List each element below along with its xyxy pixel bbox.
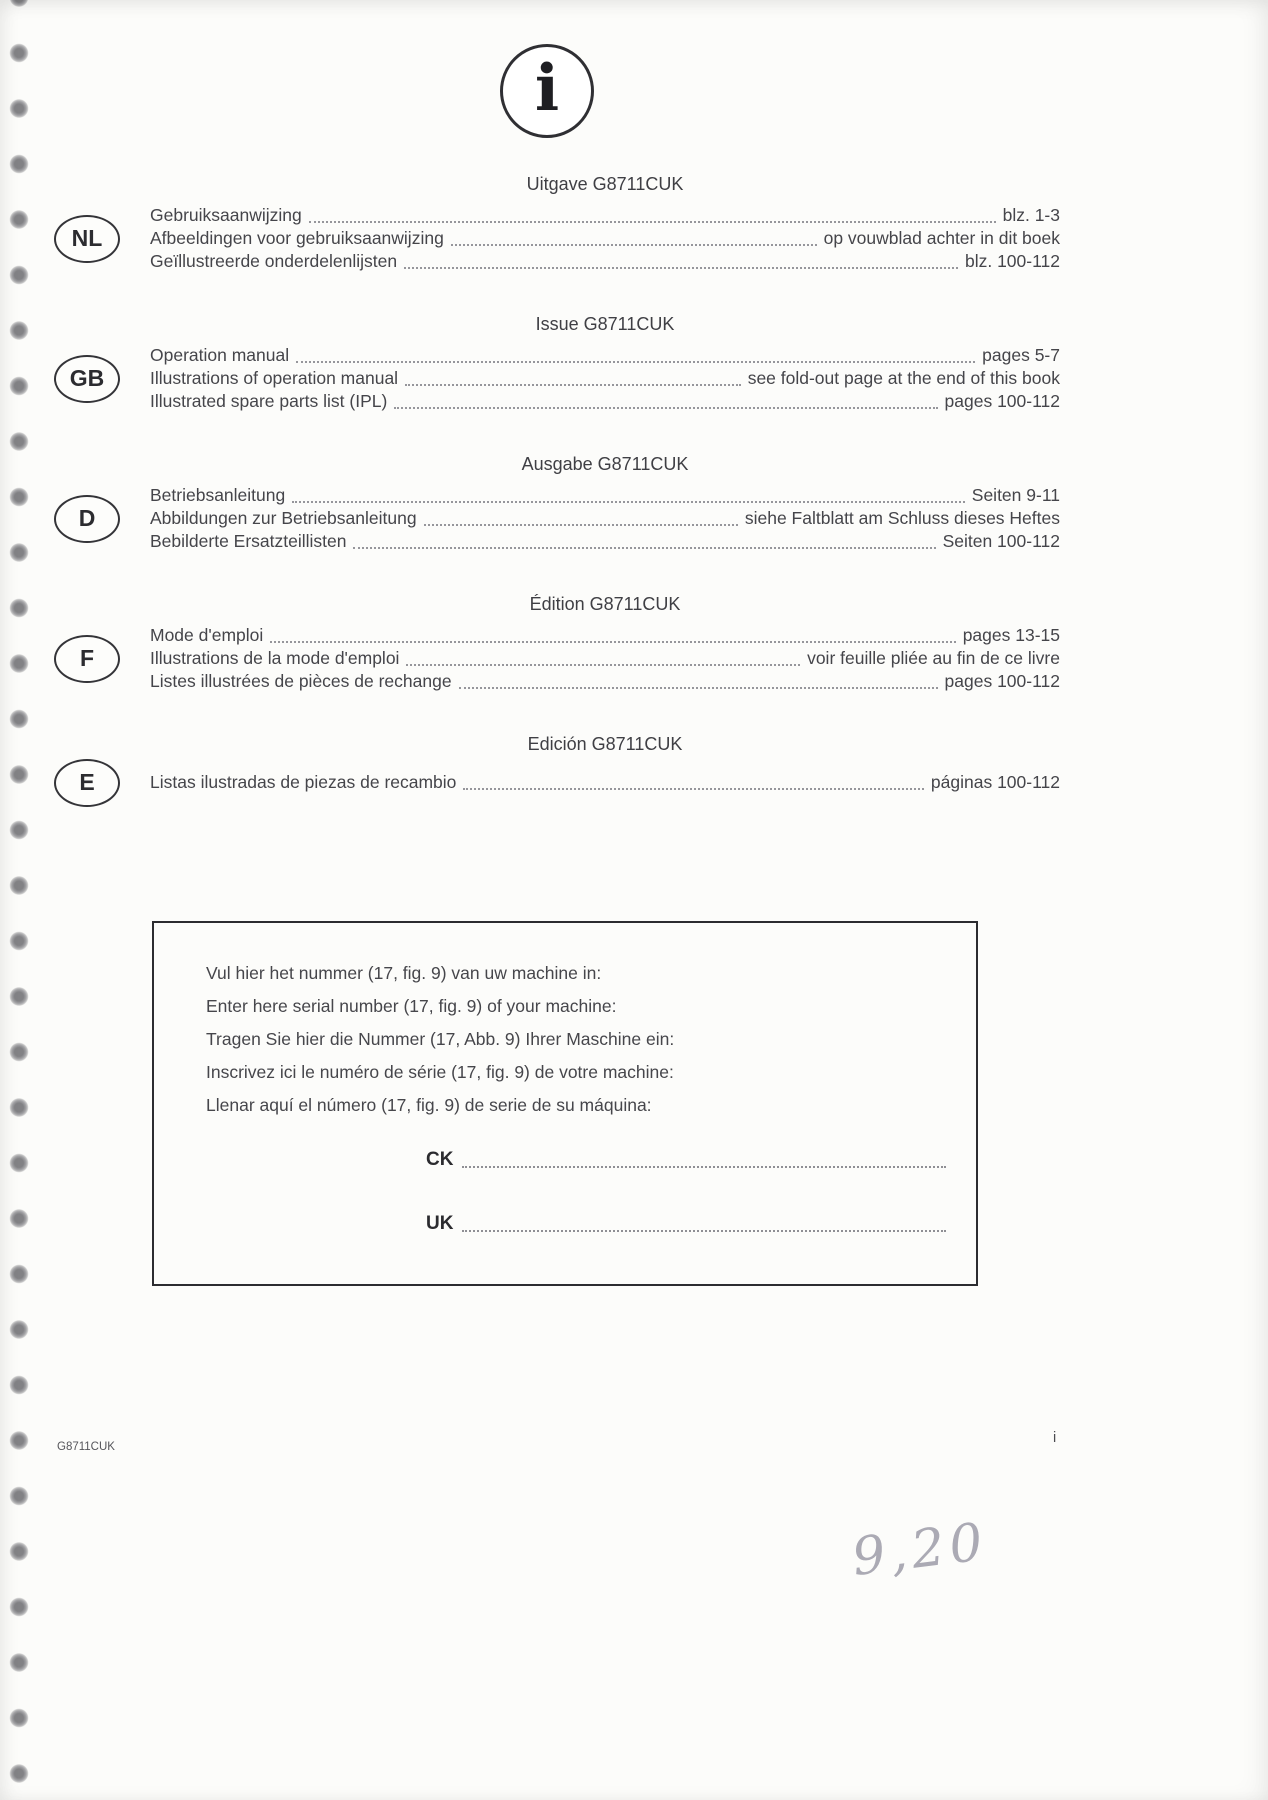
serial-field-label-ck: CK xyxy=(426,1149,454,1170)
language-badge-d xyxy=(54,495,120,543)
toc-label: Listes illustrées de pièces de rechange xyxy=(150,671,452,691)
dotted-leader xyxy=(451,244,817,246)
toc-row xyxy=(150,344,1060,367)
binding-holes xyxy=(6,0,32,1800)
toc-label: Abbildungen zur Betriebsanleitung xyxy=(150,508,417,528)
toc-value: siehe Faltblatt am Schluss dieses Heftes xyxy=(744,508,1060,528)
toc-value: pages 100-112 xyxy=(944,671,1060,691)
section-e xyxy=(79,734,1060,795)
toc-value: Seiten 9-11 xyxy=(971,485,1060,505)
badge-label: F xyxy=(79,645,95,671)
toc-row xyxy=(150,390,1060,413)
toc-value: blz. 100-112 xyxy=(964,251,1060,271)
serial-write-line xyxy=(462,1230,946,1232)
serial-instruction-de: Tragen Sie hier die Nummer (17, Abb. 9) Ihrer Maschine ein: xyxy=(206,1029,675,1049)
toc-value: páginas 100-112 xyxy=(930,772,1060,792)
dotted-leader xyxy=(309,221,996,223)
section-heading-gb: Issue G8711CUK xyxy=(535,314,675,334)
toc-value: blz. 1-3 xyxy=(1002,205,1060,225)
dotted-leader xyxy=(405,384,741,386)
dotted-leader xyxy=(463,788,923,790)
toc-label: Illustrated spare parts list (IPL) xyxy=(150,391,388,411)
toc-label: Betriebsanleitung xyxy=(150,485,286,505)
section-heading-f: Édition G8711CUK xyxy=(529,594,681,614)
section-gb xyxy=(69,314,1060,413)
dotted-leader xyxy=(424,524,738,526)
toc-row xyxy=(150,647,1060,670)
toc-label: Bebilderte Ersatzteillisten xyxy=(150,531,347,551)
section-heading-d: Ausgabe G8711CUK xyxy=(521,454,689,474)
toc-row xyxy=(150,507,1060,530)
section-d xyxy=(78,454,1060,553)
toc-value: pages 100-112 xyxy=(944,391,1060,411)
toc-label: Geïllustreerde onderdelenlijsten xyxy=(150,251,398,271)
badge-label: NL xyxy=(71,225,103,251)
section-heading-nl: Uitgave G8711CUK xyxy=(526,174,684,194)
dotted-leader xyxy=(406,664,800,666)
toc-value: pages 5-7 xyxy=(982,345,1060,365)
serial-instruction-nl: Vul hier het nummer (17, fig. 9) van uw machine in: xyxy=(206,963,602,983)
page-content xyxy=(69,0,1060,1286)
document-code: G8711CUK xyxy=(57,1441,115,1453)
section-heading-e: Edición G8711CUK xyxy=(527,734,683,754)
serial-field-uk xyxy=(426,1212,946,1236)
toc-label: Operation manual xyxy=(150,345,290,365)
toc-label: Illustrations de la mode d'emploi xyxy=(150,648,400,668)
toc-row xyxy=(150,670,1060,693)
serial-instruction-fr: Inscrivez ici le numéro de série (17, fig. 9) de votre machine: xyxy=(206,1062,674,1082)
toc-row xyxy=(150,204,1060,227)
toc-row xyxy=(150,227,1060,250)
serial-field-label-uk: UK xyxy=(426,1213,454,1234)
toc-row xyxy=(150,250,1060,273)
toc-row xyxy=(150,484,1060,507)
toc-label: Listas ilustradas de piezas de recambio xyxy=(150,772,457,792)
section-f xyxy=(79,594,1060,693)
handwritten-note: 9,20 xyxy=(848,1511,991,1589)
info-icon xyxy=(500,44,594,138)
serial-number-box xyxy=(152,921,978,1286)
toc-label: Afbeeldingen voor gebruiksaanwijzing xyxy=(150,228,444,248)
serial-write-line xyxy=(462,1166,946,1168)
toc-label: Illustrations of operation manual xyxy=(150,368,399,388)
dotted-leader xyxy=(459,687,938,689)
page-number: i xyxy=(1053,1430,1057,1446)
badge-label: E xyxy=(79,769,95,795)
badge-label: D xyxy=(78,505,96,531)
dotted-leader xyxy=(404,267,958,269)
toc-value: op vouwblad achter in dit boek xyxy=(823,228,1060,248)
toc-label: Mode d'emploi xyxy=(150,625,264,645)
toc-value: see fold-out page at the end of this book xyxy=(747,368,1060,388)
toc-row xyxy=(150,530,1060,553)
toc-row xyxy=(150,771,1060,794)
section-nl xyxy=(71,174,1060,273)
toc-row xyxy=(150,367,1060,390)
language-badge-gb xyxy=(54,355,120,403)
badge-label: GB xyxy=(69,365,105,391)
dotted-leader xyxy=(296,361,975,363)
serial-instruction-es: Llenar aquí el número (17, fig. 9) de serie de su máquina: xyxy=(206,1095,652,1115)
language-badge-f xyxy=(54,635,120,683)
serial-instruction-en: Enter here serial number (17, fig. 9) of your machine: xyxy=(206,996,617,1016)
dotted-leader xyxy=(353,547,935,549)
language-badge-nl xyxy=(54,215,120,263)
toc-label: Gebruiksaanwijzing xyxy=(150,205,302,225)
language-badge-e xyxy=(54,759,120,807)
toc-value: Seiten 100-112 xyxy=(942,531,1060,551)
toc-value: pages 13-15 xyxy=(962,625,1060,645)
serial-field-ck xyxy=(426,1148,946,1172)
dotted-leader xyxy=(270,641,955,643)
toc-row xyxy=(150,624,1060,647)
dotted-leader xyxy=(292,501,965,503)
dotted-leader xyxy=(394,407,937,409)
info-icon-glyph: i xyxy=(534,51,560,126)
toc-value: voir feuille pliée au fin de ce livre xyxy=(807,648,1060,668)
info-icon-wrap xyxy=(150,44,1060,138)
